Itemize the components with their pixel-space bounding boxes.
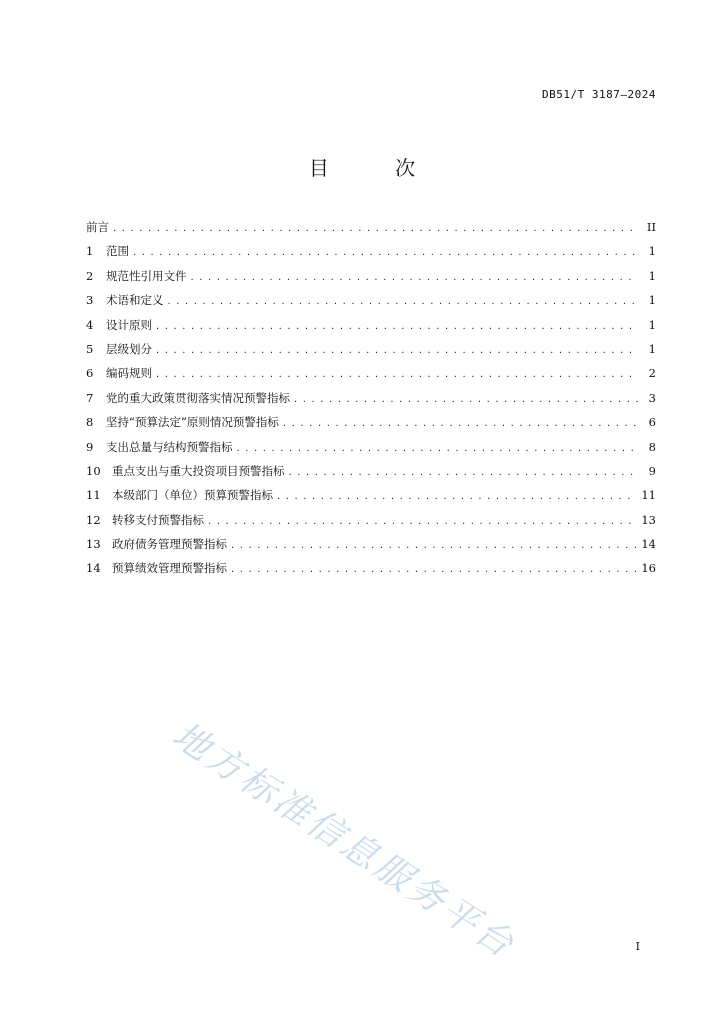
- toc-entry[interactable]: [86, 316, 656, 340]
- watermark: 地方标准信息服务平台: [165, 714, 524, 968]
- toc-entry-page: 14: [641, 537, 656, 552]
- toc-entry-label: 术语和定义: [106, 293, 164, 308]
- toc-entry[interactable]: [86, 462, 656, 486]
- toc-entry-page: 8: [648, 439, 656, 454]
- toc-entry-page: 3: [648, 390, 656, 405]
- toc-entry-label: 支出总量与结构预警指标: [106, 439, 233, 454]
- toc-entry-label: 前言: [86, 220, 109, 234]
- toc-dot-leader: [231, 537, 637, 555]
- toc-dot-leader: [294, 391, 638, 409]
- toc-dot-leader: [289, 464, 639, 482]
- toc-entry[interactable]: [86, 438, 656, 462]
- toc-entry-page: II: [646, 220, 656, 234]
- toc-entry-page: 1: [648, 341, 656, 356]
- toc-entry[interactable]: [86, 364, 656, 388]
- toc-entry-page: 1: [648, 244, 656, 259]
- page-number: I: [635, 940, 640, 953]
- toc-entry-number: 7: [86, 390, 94, 405]
- toc-entry-page: 9: [648, 463, 656, 478]
- toc-entry-label: 转移支付预警指标: [112, 512, 204, 527]
- toc-entry-number: 14: [86, 561, 101, 576]
- toc-entry-number: 12: [86, 512, 101, 527]
- toc-entry-label: 本级部门（单位）预算预警指标: [112, 488, 273, 503]
- toc-entry-label: 规范性引用文件: [106, 268, 187, 283]
- toc-entry[interactable]: [86, 511, 656, 535]
- toc-entry-label: 范围: [106, 244, 129, 259]
- toc-entry-label: 层级划分: [106, 341, 152, 356]
- toc-dot-leader: [237, 440, 639, 458]
- toc-dot-leader: [113, 220, 638, 238]
- toc-entry-page: 16: [641, 561, 656, 576]
- toc-entry-label: 设计原则: [106, 317, 152, 332]
- toc-entry-page: 2: [648, 366, 656, 381]
- toc-entry[interactable]: [86, 389, 656, 413]
- toc-entry-number: 5: [86, 341, 94, 356]
- toc-dot-leader: [156, 342, 638, 360]
- toc-entry[interactable]: [86, 218, 656, 242]
- toc-entry-number: 2: [86, 268, 94, 283]
- toc-entry[interactable]: [86, 559, 656, 583]
- toc-entry-page: 1: [648, 268, 656, 283]
- toc-entry-number: 11: [86, 488, 101, 503]
- toc-entry[interactable]: [86, 413, 656, 437]
- toc-entry-page: 13: [641, 512, 656, 527]
- toc-entry-number: 10: [86, 463, 101, 478]
- toc-entry-number: 13: [86, 537, 101, 552]
- toc-entry-number: 4: [86, 317, 94, 332]
- toc-entry-page: 1: [648, 317, 656, 332]
- toc-entry[interactable]: [86, 535, 656, 559]
- toc-dot-leader: [156, 366, 638, 384]
- toc-entry-number: 3: [86, 293, 94, 308]
- toc-entry-label: 政府债务管理预警指标: [112, 537, 227, 552]
- toc-entry[interactable]: [86, 291, 656, 315]
- toc-dot-leader: [191, 269, 639, 287]
- toc-entry-label: 预算绩效管理预警指标: [112, 561, 227, 576]
- toc-entry-number: 8: [86, 415, 94, 430]
- toc-dot-leader: [168, 293, 639, 311]
- toc-dot-leader: [277, 488, 637, 506]
- standard-code: DB51/T 3187—2024: [542, 88, 656, 101]
- toc-entry-page: 11: [641, 488, 656, 503]
- toc-entry-label: 坚持“预算法定”原则情况预警指标: [106, 415, 279, 430]
- toc-entry-label: 党的重大政策贯彻落实情况预警指标: [106, 390, 290, 405]
- toc-entry-number: 1: [86, 244, 94, 259]
- toc-entry-label: 重点支出与重大投资项目预警指标: [112, 463, 285, 478]
- toc-entry-page: 6: [648, 415, 656, 430]
- toc-entry[interactable]: [86, 267, 656, 291]
- toc-entry-number: 9: [86, 439, 94, 454]
- toc-entry-number: 6: [86, 366, 94, 381]
- toc-dot-leader: [156, 318, 638, 336]
- toc-entry[interactable]: [86, 340, 656, 364]
- toc-dot-leader: [208, 513, 637, 531]
- toc-entry[interactable]: [86, 486, 656, 510]
- toc-entry-label: 编码规则: [106, 366, 152, 381]
- toc-dot-leader: [133, 244, 638, 262]
- toc-entry-page: 1: [648, 293, 656, 308]
- toc-title: 目 次: [308, 156, 446, 180]
- toc-dot-leader: [231, 561, 637, 579]
- table-of-contents: [86, 218, 656, 584]
- toc-dot-leader: [283, 415, 638, 433]
- toc-entry[interactable]: [86, 242, 656, 266]
